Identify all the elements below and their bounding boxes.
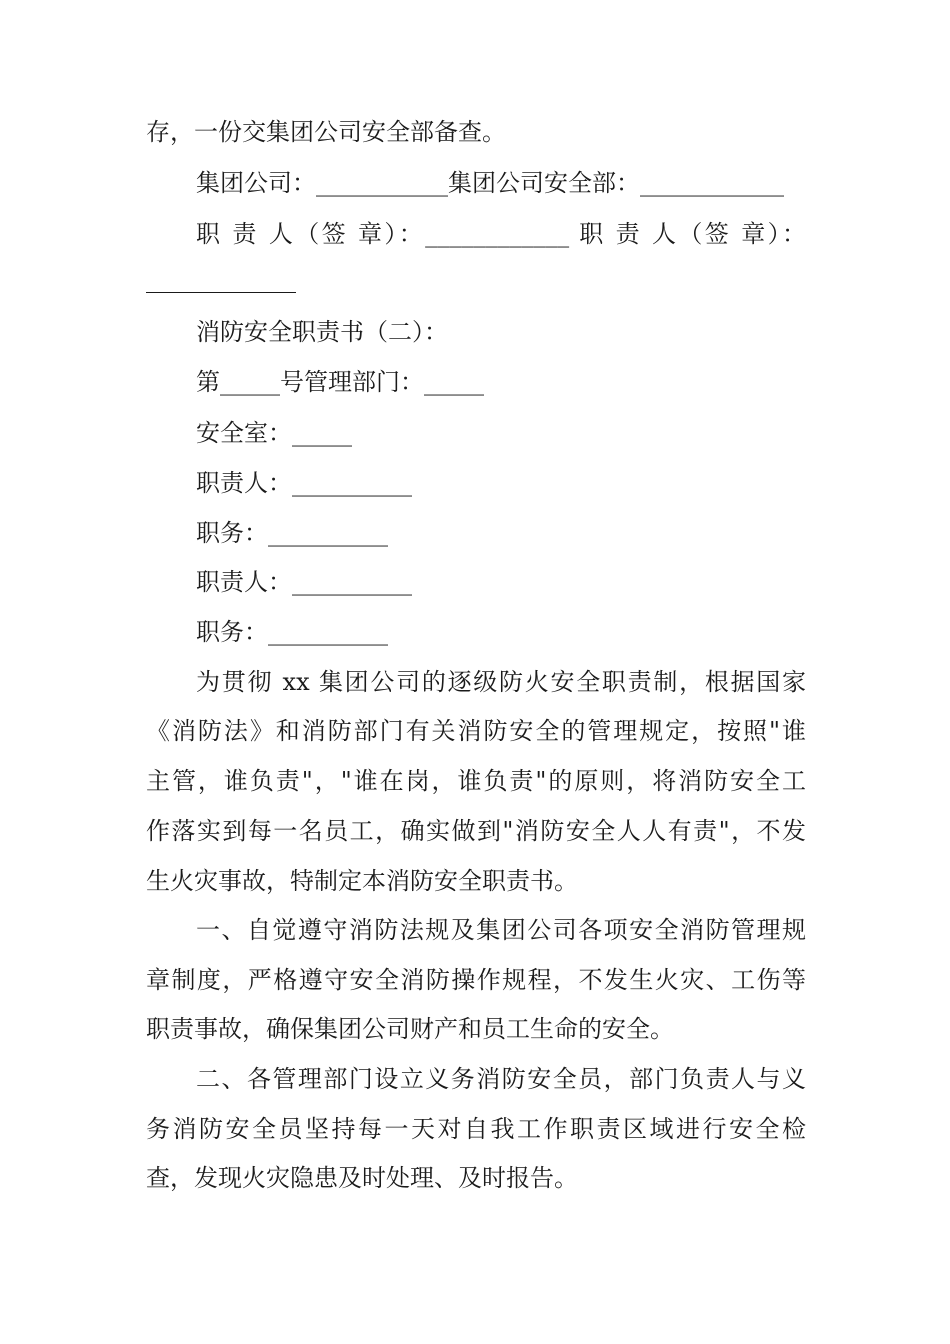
form-field-safety-office: 安全室：_____: [196, 419, 352, 447]
paragraph-line: 查，发现火灾隐患及时处理、及时报告。: [146, 1164, 578, 1192]
signature-line-responsible: 职 责 人（签 章）：____________ 职 责 人（签 章）：: [196, 220, 806, 248]
paragraph-line: 职责事故，确保集团公司财产和员工生命的安全。: [146, 1015, 674, 1043]
signature-blank: [146, 292, 296, 293]
section-title: 消防安全职责书（二）：: [196, 318, 448, 346]
text-line: 存，一份交集团公司安全部备查。: [146, 118, 506, 146]
form-field-responsible: 职责人：__________: [196, 568, 412, 596]
form-field-responsible: 职责人：__________: [196, 469, 412, 497]
signature-line-company: 集团公司：___________集团公司安全部：____________: [196, 169, 784, 197]
form-field-position: 职务：__________: [196, 519, 388, 547]
paragraph-line: 《消防法》和消防部门有关消防安全的管理规定，按照"谁: [146, 717, 806, 745]
paragraph-line: 务消防安全员坚持每一天对自我工作职责区域进行安全检: [146, 1115, 806, 1143]
form-field-position: 职务：__________: [196, 618, 388, 646]
paragraph-line: 为贯彻 xx 集团公司的逐级防火安全职责制，根据国家: [196, 668, 806, 696]
paragraph-line: 作落实到每一名员工，确实做到"消防安全人人有责"，不发: [146, 817, 806, 845]
form-field-department: 第_____号管理部门：_____: [196, 368, 484, 396]
paragraph-line: 主管，谁负责"，"谁在岗，谁负责"的原则，将消防安全工: [146, 767, 806, 795]
paragraph-line: 二、各管理部门设立义务消防安全员，部门负责人与义: [196, 1065, 806, 1093]
paragraph-line: 一、自觉遵守消防法规及集团公司各项安全消防管理规: [196, 916, 806, 944]
paragraph-line: 生火灾事故，特制定本消防安全职责书。: [146, 867, 578, 895]
paragraph-line: 章制度，严格遵守安全消防操作规程，不发生火灾、工伤等: [146, 966, 806, 994]
